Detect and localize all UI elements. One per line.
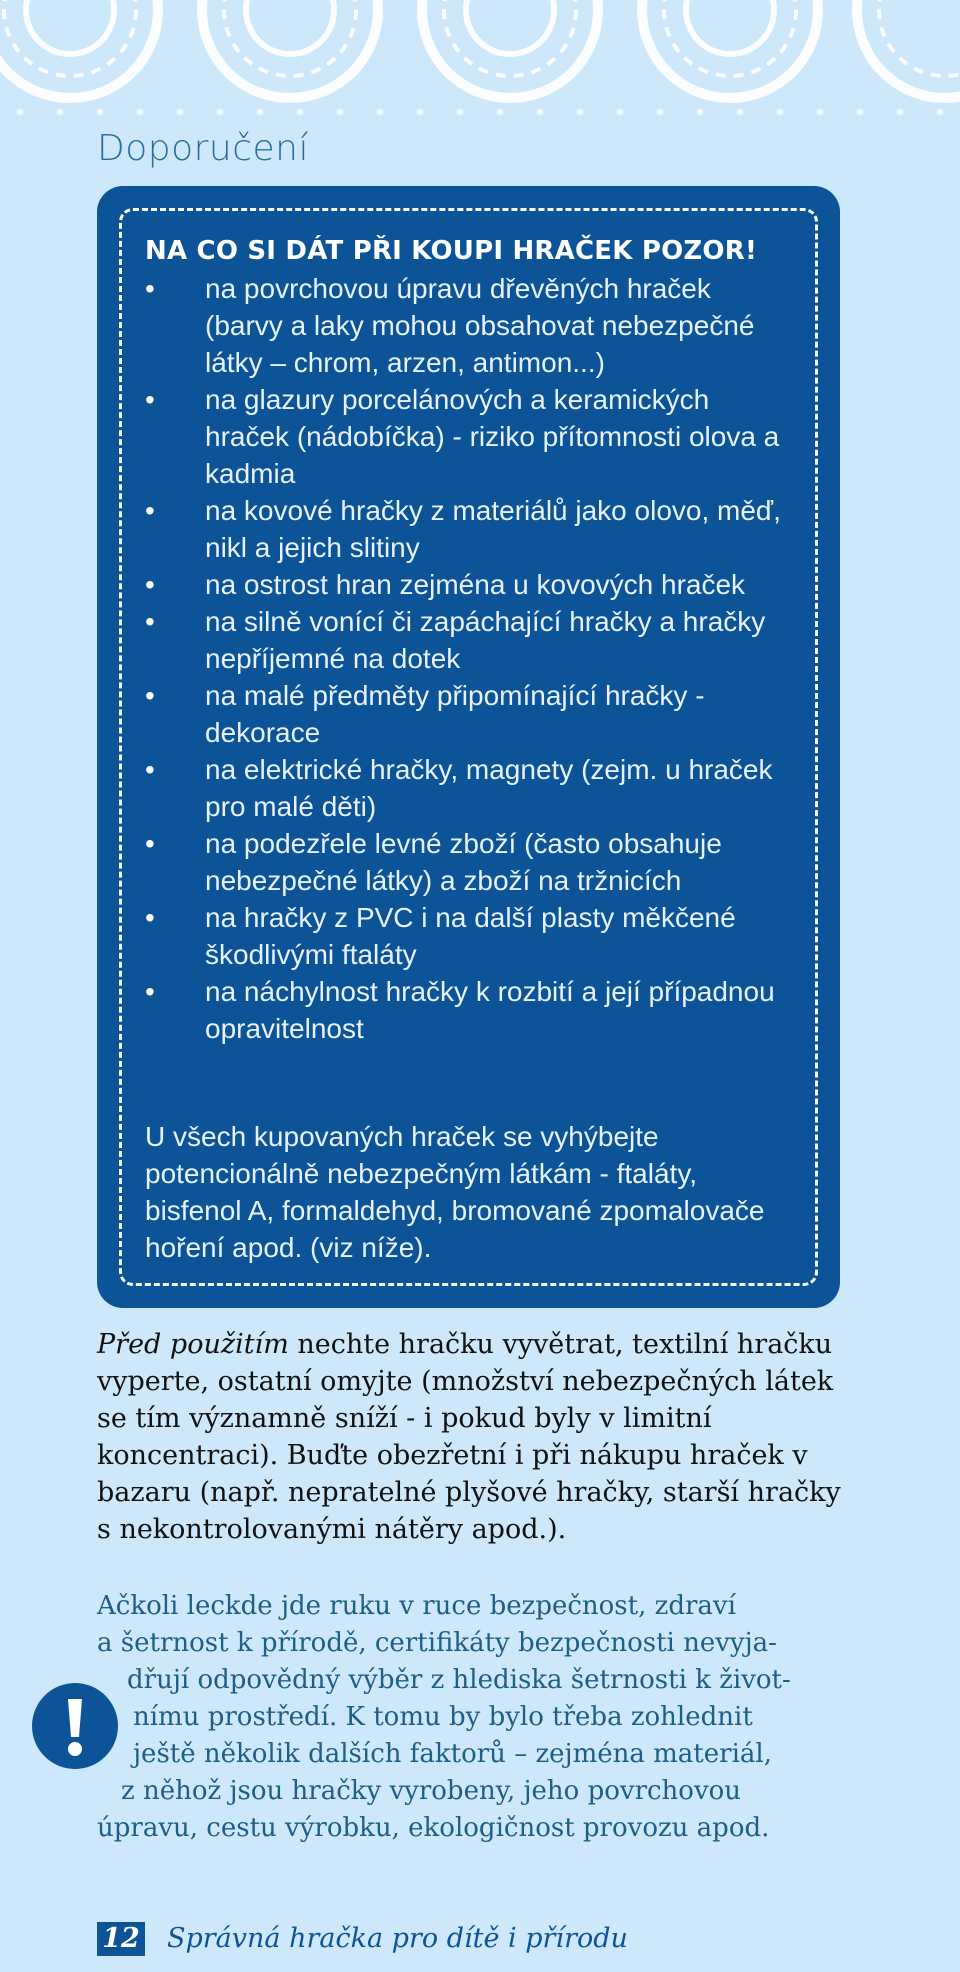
tip-item: • na podezřele levné zboží (často obsahuje nebezpečné látky) a zboží na tržnicích <box>145 825 795 899</box>
warning-line: a šetrnost k přírodě, certifikáty bezpečnosti nevyja- <box>97 1628 777 1658</box>
warning-line: z něhož jsou hračky vyrobeny, jeho povrchovou <box>121 1776 742 1806</box>
tip-item: • na povrchovou úpravu dřevěných hraček (barvy a laky mohou obsahovat nebezpečné látky – chrom, arzen, antimon...) <box>145 270 795 381</box>
tip-item: • na malé předměty připomínající hračky - dekorace <box>145 677 795 751</box>
tip-item: • na kovové hračky z materiálů jako olovo, měď, nikl a jejich slitiny <box>145 492 795 566</box>
warning-line: nímu prostředí. K tomu by bylo třeba zohlednit <box>133 1702 753 1732</box>
lace-border-decoration <box>0 0 960 118</box>
warning-line: úpravu, cestu výrobku, ekologičnost provozu apod. <box>97 1813 770 1843</box>
tip-item: • na silně vonící či zapáchající hračky a hračky nepříjemné na dotek <box>145 603 795 677</box>
before-use-paragraph <box>97 1326 857 1548</box>
page-number: 12 <box>97 1922 145 1956</box>
warning-line: Ačkoli leckde jde ruku v ruce bezpečnost, zdraví <box>97 1591 736 1621</box>
panel-heading: NA CO SI DÁT PŘI KOUPI HRAČEK POZOR! <box>145 236 758 266</box>
tip-item: • na glazury porcelánových a keramických hraček (nádobíčka) - riziko přítomnosti olova a kadmia <box>145 381 795 492</box>
tip-item: • na elektrické hračky, magnety (zejm. u hraček pro malé děti) <box>145 751 795 825</box>
tip-item: • na hračky z PVC i na další plasty měkčené škodlivými ftaláty <box>145 899 795 973</box>
warning-line: dřují odpovědný výběr z hlediska šetrnosti k život- <box>127 1665 791 1695</box>
tip-item: • na ostrost hran zejména u kovových hraček <box>145 566 795 603</box>
section-title: Doporučení <box>97 128 309 169</box>
before-use-lead: Před použitím <box>97 1329 289 1360</box>
certification-warning <box>97 1588 857 1847</box>
avoid-substances-note: U všech kupovaných hraček se vyhýbejte potencionálně nebezpečným látkám - ftaláty, bisfenol A, formaldehyd, bromované zpomalovače hoření apod. (viz níže). <box>145 1121 765 1263</box>
before-use-text: nechte hračku vyvětrat, textilní hračku vyperte, ostatní omyjte (množství nebezpečných látek se tím významně sníží - i pokud byly v limitní koncentraci). Buďte obezřetní i při nákupu hraček v bazaru (např. nepratelné plyšové hračky, starší hračky s nekontrolovanými nátěry apod.). <box>97 1329 841 1545</box>
tip-item: • na náchylnost hračky k rozbití a její případnou opravitelnost <box>145 973 795 1047</box>
footer-title: Správná hračka pro dítě i přírodu <box>167 1923 628 1954</box>
warning-line: ještě několik dalších faktorů – zejména materiál, <box>133 1739 772 1769</box>
tips-list <box>145 270 795 1047</box>
tips-panel <box>97 186 840 1308</box>
